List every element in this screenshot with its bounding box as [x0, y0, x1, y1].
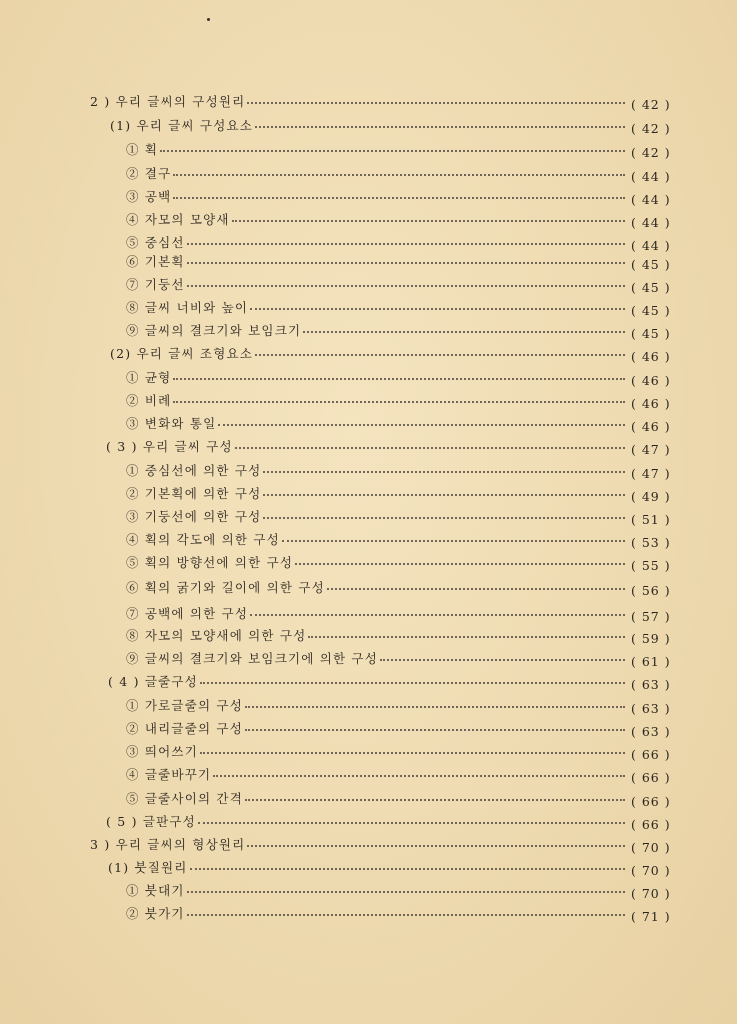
toc-entry-page: ( 47 )	[631, 465, 671, 481]
toc-dot-leader	[187, 891, 625, 893]
toc-entry	[126, 576, 685, 598]
toc-entry-title: ⑤ 중심선	[126, 235, 185, 250]
toc-dot-leader	[213, 775, 625, 777]
toc-entry-title: ⑦ 기둥선	[126, 277, 185, 292]
toc-entry-page: ( 70 )	[631, 862, 671, 878]
toc-entry-page: ( 44 )	[631, 237, 671, 253]
toc-dot-leader	[245, 799, 625, 801]
toc-entry	[126, 740, 685, 762]
toc-dot-leader	[250, 614, 625, 616]
toc-entry	[126, 647, 685, 669]
toc-entry-title: 2 ) 우리 글씨의 구성원리	[90, 94, 246, 109]
toc-entry-page: ( 46 )	[631, 372, 671, 388]
toc-entry-title: ② 비례	[126, 393, 172, 408]
toc-dot-leader	[232, 220, 625, 222]
toc-entry	[126, 389, 685, 411]
toc-entry-page: ( 46 )	[631, 418, 671, 434]
toc-entry-title: ① 붓대기	[126, 883, 185, 898]
toc-entry	[126, 162, 685, 184]
toc-entry	[126, 482, 685, 504]
toc-dot-leader	[245, 729, 625, 731]
toc-entry-page: ( 66 )	[631, 793, 671, 809]
toc-entry	[126, 879, 685, 901]
toc-dot-leader	[282, 540, 625, 542]
toc-dot-leader	[218, 424, 625, 426]
toc-dot-leader	[327, 588, 625, 590]
toc-entry-page: ( 49 )	[631, 488, 671, 504]
toc-entry-title: ① 획	[126, 142, 159, 157]
toc-dot-leader	[235, 447, 625, 449]
toc-entry	[126, 412, 685, 434]
toc-entry-page: ( 66 )	[631, 769, 671, 785]
toc-dot-leader	[247, 102, 625, 104]
toc-entry	[126, 763, 685, 785]
toc-entry-page: ( 55 )	[631, 557, 671, 573]
toc-entry-page: ( 70 )	[631, 839, 671, 855]
toc-dot-leader	[295, 563, 625, 565]
toc-entry-page: ( 63 )	[631, 676, 671, 692]
toc-entry-title: ③ 변화와 통일	[126, 416, 217, 431]
toc-entry-page: ( 42 )	[631, 120, 671, 136]
toc-entry-title: ( 5 ) 글판구성	[106, 814, 196, 829]
toc-entry-page: ( 45 )	[631, 256, 671, 272]
toc-entry-title: ( 4 ) 글줄구성	[108, 674, 198, 689]
toc-entry-title: ③ 기둥선에 의한 구성	[126, 509, 262, 524]
toc-entry-title: ④ 자모의 모양새	[126, 212, 230, 227]
toc-entry	[126, 551, 685, 573]
toc-dot-leader	[187, 243, 625, 245]
toc-entry-title: ⑤ 글줄사이의 간격	[126, 791, 243, 806]
toc-entry-title: (1) 우리 글씨 구성요소	[110, 118, 254, 133]
toc-entry-title: ③ 공백	[126, 189, 172, 204]
toc-entry	[126, 366, 685, 388]
toc-entry-page: ( 63 )	[631, 723, 671, 739]
toc-dot-leader	[263, 471, 625, 473]
toc-dot-leader	[380, 659, 625, 661]
toc-entry-title: ⑥ 획의 굵기와 길이에 의한 구성	[126, 580, 325, 595]
toc-entry-page: ( 70 )	[631, 885, 671, 901]
toc-entry	[90, 90, 685, 112]
toc-entry-title: ⑨ 글씨의 결크기와 보임크기에 의한 구성	[126, 651, 378, 666]
toc-entry	[126, 296, 685, 318]
toc-entry-title: ① 가로글줄의 구성	[126, 698, 243, 713]
toc-entry-page: ( 42 )	[631, 144, 671, 160]
toc-dot-leader	[255, 126, 625, 128]
toc-entry-page: ( 47 )	[631, 441, 671, 457]
toc-entry-title: ⑥ 기본획	[126, 254, 185, 269]
toc-dot-leader	[247, 845, 625, 847]
toc-entry-title: ② 결구	[126, 166, 172, 181]
toc-entry	[108, 856, 685, 878]
toc-dot-leader	[173, 401, 625, 403]
toc-dot-leader	[160, 150, 625, 152]
toc-entry-title: ② 내리글줄의 구성	[126, 721, 243, 736]
toc-entry-title: ( 3 ) 우리 글씨 구성	[106, 439, 233, 454]
toc-dot-leader	[173, 174, 625, 176]
toc-dot-leader	[187, 914, 625, 916]
toc-entry-title: ② 기본획에 의한 구성	[126, 486, 262, 501]
toc-entry-page: ( 63 )	[631, 700, 671, 716]
toc-entry-page: ( 66 )	[631, 746, 671, 762]
toc-entry-page: ( 57 )	[631, 608, 671, 624]
toc-dot-leader	[198, 822, 625, 824]
toc-entry-page: ( 46 )	[631, 395, 671, 411]
toc-dot-leader	[303, 331, 625, 333]
toc-entry	[126, 624, 685, 646]
toc-entry	[126, 694, 685, 716]
toc-entry-page: ( 66 )	[631, 816, 671, 832]
toc-entry	[110, 342, 685, 364]
toc-entry-page: ( 44 )	[631, 168, 671, 184]
toc-entry-title: ② 붓가기	[126, 906, 185, 921]
toc-dot-leader	[187, 262, 625, 264]
toc-entry-page: ( 53 )	[631, 534, 671, 550]
toc-entry-page: ( 46 )	[631, 348, 671, 364]
toc-entry-page: ( 44 )	[631, 214, 671, 230]
toc-entry	[126, 902, 685, 924]
toc-entry	[106, 435, 685, 457]
toc-entry-title: ④ 글줄바꾸기	[126, 767, 212, 782]
toc-entry-title: ⑦ 공백에 의한 구성	[126, 606, 249, 621]
toc-entry	[126, 185, 685, 207]
toc-entry-title: (2) 우리 글씨 조형요소	[110, 346, 254, 361]
toc-dot-leader	[255, 354, 625, 356]
toc-dot-leader	[187, 285, 625, 287]
toc-entry-page: ( 56 )	[631, 582, 671, 598]
toc-dot-leader	[173, 378, 625, 380]
toc-entry-title: (1) 붓질원리	[108, 860, 188, 875]
toc-dot-leader	[245, 706, 625, 708]
toc-dot-leader	[263, 494, 625, 496]
toc-entry-page: ( 45 )	[631, 279, 671, 295]
toc-entry-title: ① 균형	[126, 370, 172, 385]
toc-entry-title: ⑨ 글씨의 결크기와 보임크기	[126, 323, 302, 338]
toc-entry	[126, 505, 685, 527]
toc-entry-page: ( 59 )	[631, 630, 671, 646]
toc-entry-title: ⑧ 글씨 너비와 높이	[126, 300, 249, 315]
toc-entry	[126, 273, 685, 295]
toc-entry-page: ( 71 )	[631, 908, 671, 924]
toc-entry	[108, 670, 685, 692]
toc-dot-leader	[250, 308, 625, 310]
toc-entry	[126, 528, 685, 550]
toc-entry-title: ④ 획의 각도에 의한 구성	[126, 532, 280, 547]
toc-entry	[106, 810, 685, 832]
toc-entry-title: ① 중심선에 의한 구성	[126, 463, 262, 478]
toc-entry	[126, 787, 685, 809]
toc-dot-leader	[263, 517, 625, 519]
toc-entry	[126, 319, 685, 341]
toc-entry	[126, 459, 685, 481]
toc-dot-leader	[190, 868, 625, 870]
toc-entry-page: ( 45 )	[631, 325, 671, 341]
toc-entry-title: 3 ) 우리 글씨의 형상원리	[90, 837, 246, 852]
toc-entry-title: ③ 띄어쓰기	[126, 744, 198, 759]
toc-entry	[110, 114, 685, 136]
toc-entry	[126, 208, 685, 230]
toc-entry-title: ⑤ 획의 방향선에 의한 구성	[126, 555, 294, 570]
toc-dot-leader	[200, 682, 625, 684]
toc-dot-leader	[308, 636, 625, 638]
toc-entry	[126, 138, 685, 160]
toc-entry-page: ( 51 )	[631, 511, 671, 527]
toc-entry-page: ( 44 )	[631, 191, 671, 207]
toc-entry-page: ( 45 )	[631, 302, 671, 318]
toc-dot-leader	[200, 752, 625, 754]
toc-entry-page: ( 61 )	[631, 653, 671, 669]
toc-entry-title: ⑧ 자모의 모양새에 의한 구성	[126, 628, 307, 643]
scan-speck	[207, 18, 210, 21]
toc-entry	[126, 717, 685, 739]
toc-entry	[126, 250, 685, 272]
toc-entry-page: ( 42 )	[631, 96, 671, 112]
toc-entry	[126, 602, 685, 624]
toc-dot-leader	[173, 197, 625, 199]
toc-entry	[90, 833, 685, 855]
